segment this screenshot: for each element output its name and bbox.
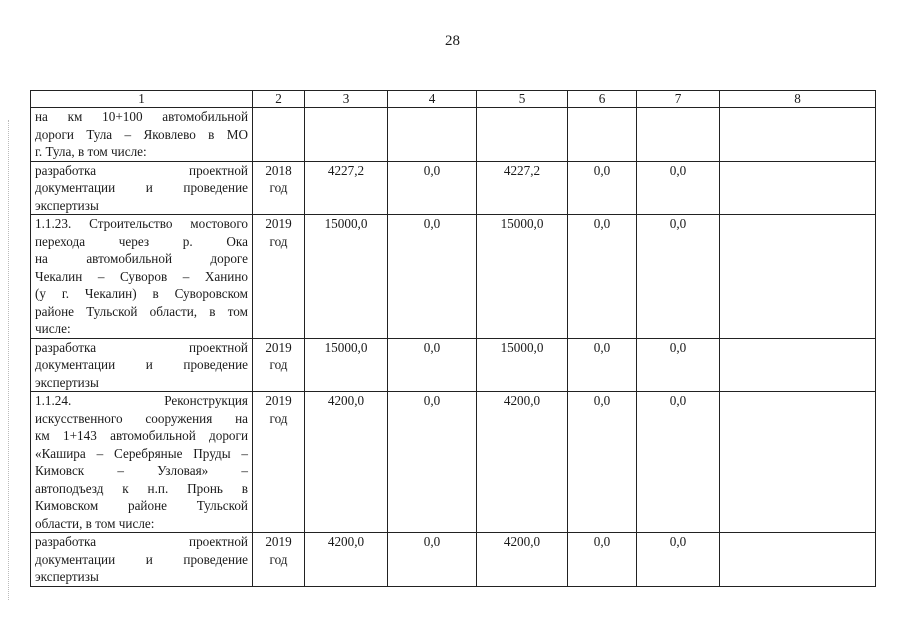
- description-line: Кимовском районе Тульской: [35, 498, 248, 513]
- header-cell: 3: [305, 91, 388, 108]
- amount-cell-8: [720, 533, 876, 587]
- description-line: разработка проектной: [35, 339, 248, 355]
- year-cell: 2019 год: [253, 215, 305, 339]
- amount-cell-5: 4200,0: [477, 392, 568, 533]
- description-line: (у г. Чекалин) в Суворовском: [35, 286, 248, 301]
- item-description: [31, 161, 253, 215]
- description-line: документации и проведение: [35, 551, 248, 567]
- amount-cell-5: 4200,0: [477, 533, 568, 587]
- description-line: разработка проектной: [35, 162, 248, 178]
- description-line: Кимовск – Узловая» –: [35, 463, 248, 478]
- header-cell: 5: [477, 91, 568, 108]
- amount-cell-5: 4227,2: [477, 161, 568, 215]
- header-cell: 2: [253, 91, 305, 108]
- header-cell: 7: [637, 91, 720, 108]
- description-line: области, в том числе:: [35, 515, 155, 531]
- description-line: дороги Тула – Яковлево в МО: [35, 126, 248, 142]
- amount-cell-8: [720, 338, 876, 392]
- description-line: г. Тула, в том числе:: [35, 144, 147, 159]
- amount-cell-6: 0,0: [568, 392, 637, 533]
- year-cell: 2018 год: [253, 161, 305, 215]
- amount-cell-8: [720, 108, 876, 162]
- item-description: [31, 338, 253, 392]
- amount-cell-3: 4227,2: [305, 161, 388, 215]
- table-row: [31, 392, 876, 533]
- header-cell: 6: [568, 91, 637, 108]
- description-line: документации и проведение: [35, 180, 248, 195]
- amount-cell-7: 0,0: [637, 392, 720, 533]
- amount-cell-7: 0,0: [637, 161, 720, 215]
- year-cell: 2019 год: [253, 338, 305, 392]
- item-description: [31, 533, 253, 587]
- header-cell: 8: [720, 91, 876, 108]
- amount-cell-7: 0,0: [637, 215, 720, 339]
- amount-cell-7: 0,0: [637, 338, 720, 392]
- margin-marks: [8, 120, 11, 600]
- amount-cell-8: [720, 392, 876, 533]
- table-row: [31, 533, 876, 587]
- amount-cell-3: 15000,0: [305, 215, 388, 339]
- financing-table: [30, 90, 876, 587]
- description-line: районе Тульской области, в том: [35, 303, 248, 319]
- amount-cell-8: [720, 215, 876, 339]
- table-row: [31, 215, 876, 339]
- table-row: [31, 108, 876, 162]
- amount-cell-7: [637, 108, 720, 162]
- amount-cell-7: 0,0: [637, 533, 720, 587]
- description-line: экспертизы: [35, 197, 99, 213]
- amount-cell-3: [305, 108, 388, 162]
- description-line: 1.1.23. Строительство мостового: [35, 216, 248, 231]
- amount-cell-6: [568, 108, 637, 162]
- amount-cell-6: 0,0: [568, 215, 637, 339]
- year-cell: 2019 год: [253, 533, 305, 587]
- item-description: [31, 392, 253, 533]
- page-number: 28: [445, 33, 460, 49]
- item-description: [31, 108, 253, 162]
- table-row: [31, 338, 876, 392]
- description-line: документации и проведение: [35, 357, 248, 372]
- description-line: перехода через р. Ока: [35, 233, 248, 249]
- amount-cell-4: 0,0: [388, 392, 477, 533]
- header-cell: 4: [388, 91, 477, 108]
- description-line: искусственного сооружения на: [35, 410, 248, 426]
- amount-cell-4: 0,0: [388, 338, 477, 392]
- amount-cell-6: 0,0: [568, 338, 637, 392]
- amount-cell-6: 0,0: [568, 533, 637, 587]
- amount-cell-4: [388, 108, 477, 162]
- year-cell: 2019 год: [253, 392, 305, 533]
- amount-cell-4: 0,0: [388, 215, 477, 339]
- year-cell: [253, 108, 305, 162]
- description-line: экспертизы: [35, 374, 99, 390]
- amount-cell-4: 0,0: [388, 533, 477, 587]
- description-line: Чекалин – Суворов – Ханино: [35, 268, 248, 284]
- amount-cell-3: 4200,0: [305, 392, 388, 533]
- description-line: 1.1.24. Реконструкция: [35, 393, 248, 408]
- description-line: на км 10+100 автомобильной: [35, 109, 248, 124]
- amount-cell-6: 0,0: [568, 161, 637, 215]
- table-row: [31, 161, 876, 215]
- description-line: автоподъезд к н.п. Пронь в: [35, 480, 248, 496]
- header-cell: 1: [31, 91, 253, 108]
- amount-cell-8: [720, 161, 876, 215]
- amount-cell-5: [477, 108, 568, 162]
- item-description: [31, 215, 253, 339]
- header-row: [31, 91, 876, 108]
- amount-cell-5: 15000,0: [477, 215, 568, 339]
- amount-cell-4: 0,0: [388, 161, 477, 215]
- description-line: разработка проектной: [35, 534, 248, 549]
- description-line: числе:: [35, 321, 71, 336]
- description-line: экспертизы: [35, 569, 99, 584]
- amount-cell-5: 15000,0: [477, 338, 568, 392]
- amount-cell-3: 4200,0: [305, 533, 388, 587]
- amount-cell-3: 15000,0: [305, 338, 388, 392]
- description-line: «Кашира – Серебряные Пруды –: [35, 445, 248, 461]
- description-line: на автомобильной дороге: [35, 251, 248, 266]
- description-line: км 1+143 автомобильной дороги: [35, 428, 248, 443]
